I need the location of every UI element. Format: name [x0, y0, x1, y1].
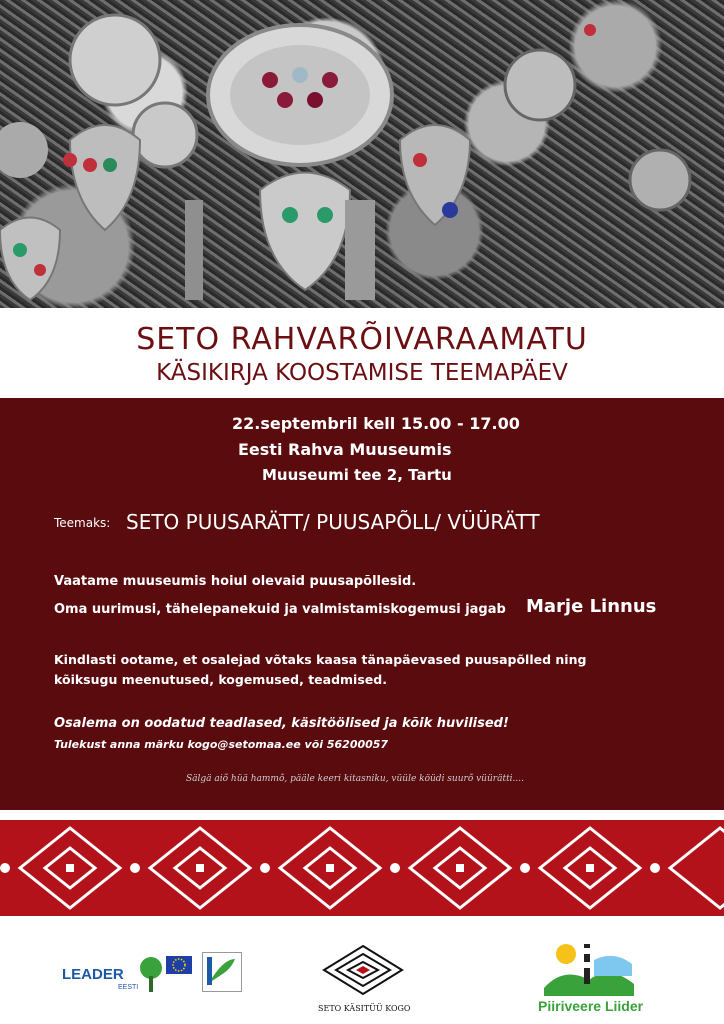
piiriveere-liider-logo — [538, 940, 644, 1020]
topic-label: Teemaks: — [54, 516, 111, 530]
leader-logo-text: LEADER — [62, 966, 124, 983]
event-venue: Eesti Rahva Muuseumis — [238, 440, 452, 459]
speaker-name: Marje Linnus — [526, 596, 657, 617]
event-address: Muuseumi tee 2, Tartu — [262, 466, 452, 484]
title-line-2: KÄSIKIRJA KOOSTAMISE TEEMAPÄEV — [156, 360, 568, 386]
folk-quote: Sälgä aiõ hüä hammõ, pääle keeri kitasniku, vüüle köüdi suurõ vüürätti.... — [186, 774, 525, 784]
header-photo-silver-jewelry — [0, 0, 724, 308]
leader-logo-subtext: EESTI — [118, 984, 139, 991]
leader-emblem-icon — [202, 952, 242, 992]
body-line-1: Vaatame muuseumis hoiul olevaid puusapõllesid. — [54, 574, 417, 589]
logo-footer — [0, 924, 724, 1024]
title-line-1: SETO RAHVARÕIVARAAMATU — [136, 322, 588, 357]
topic-value: SETO PUUSARÄTT/ PUUSAPÕLL/ VÜÜRÄTT — [126, 510, 540, 534]
body-line-2: Oma uurimusi, tähelepanekuid ja valmistamiskogemusi jagab — [54, 602, 506, 617]
piiriveere-logo-text: Piiriveere Liider — [538, 998, 644, 1014]
seto-kasituu-kogo-logo — [318, 940, 411, 1020]
body-para2-line-2: kõiksugu meenutused, kogemused, teadmised. — [54, 672, 387, 687]
body-para2-line-1: Kindlasti ootame, et osalejad võtaks kaasa tänapäevased puusapõlled ning — [54, 652, 587, 667]
folk-pattern-band — [0, 812, 724, 924]
leader-logo — [62, 964, 162, 1004]
info-panel — [0, 398, 724, 810]
invite-line-1: Osalema on oodatud teadlased, käsitöölised ja kõik huvilised! — [54, 716, 509, 731]
event-datetime: 22.septembril kell 15.00 - 17.00 — [232, 414, 520, 433]
eu-flag-icon — [166, 956, 192, 974]
kogo-logo-text: SETO KÄSITÜÜ KOGO — [318, 1004, 411, 1013]
invite-line-2: Tulekust anna märku kogo@setomaa.ee või 56200057 — [54, 738, 389, 751]
